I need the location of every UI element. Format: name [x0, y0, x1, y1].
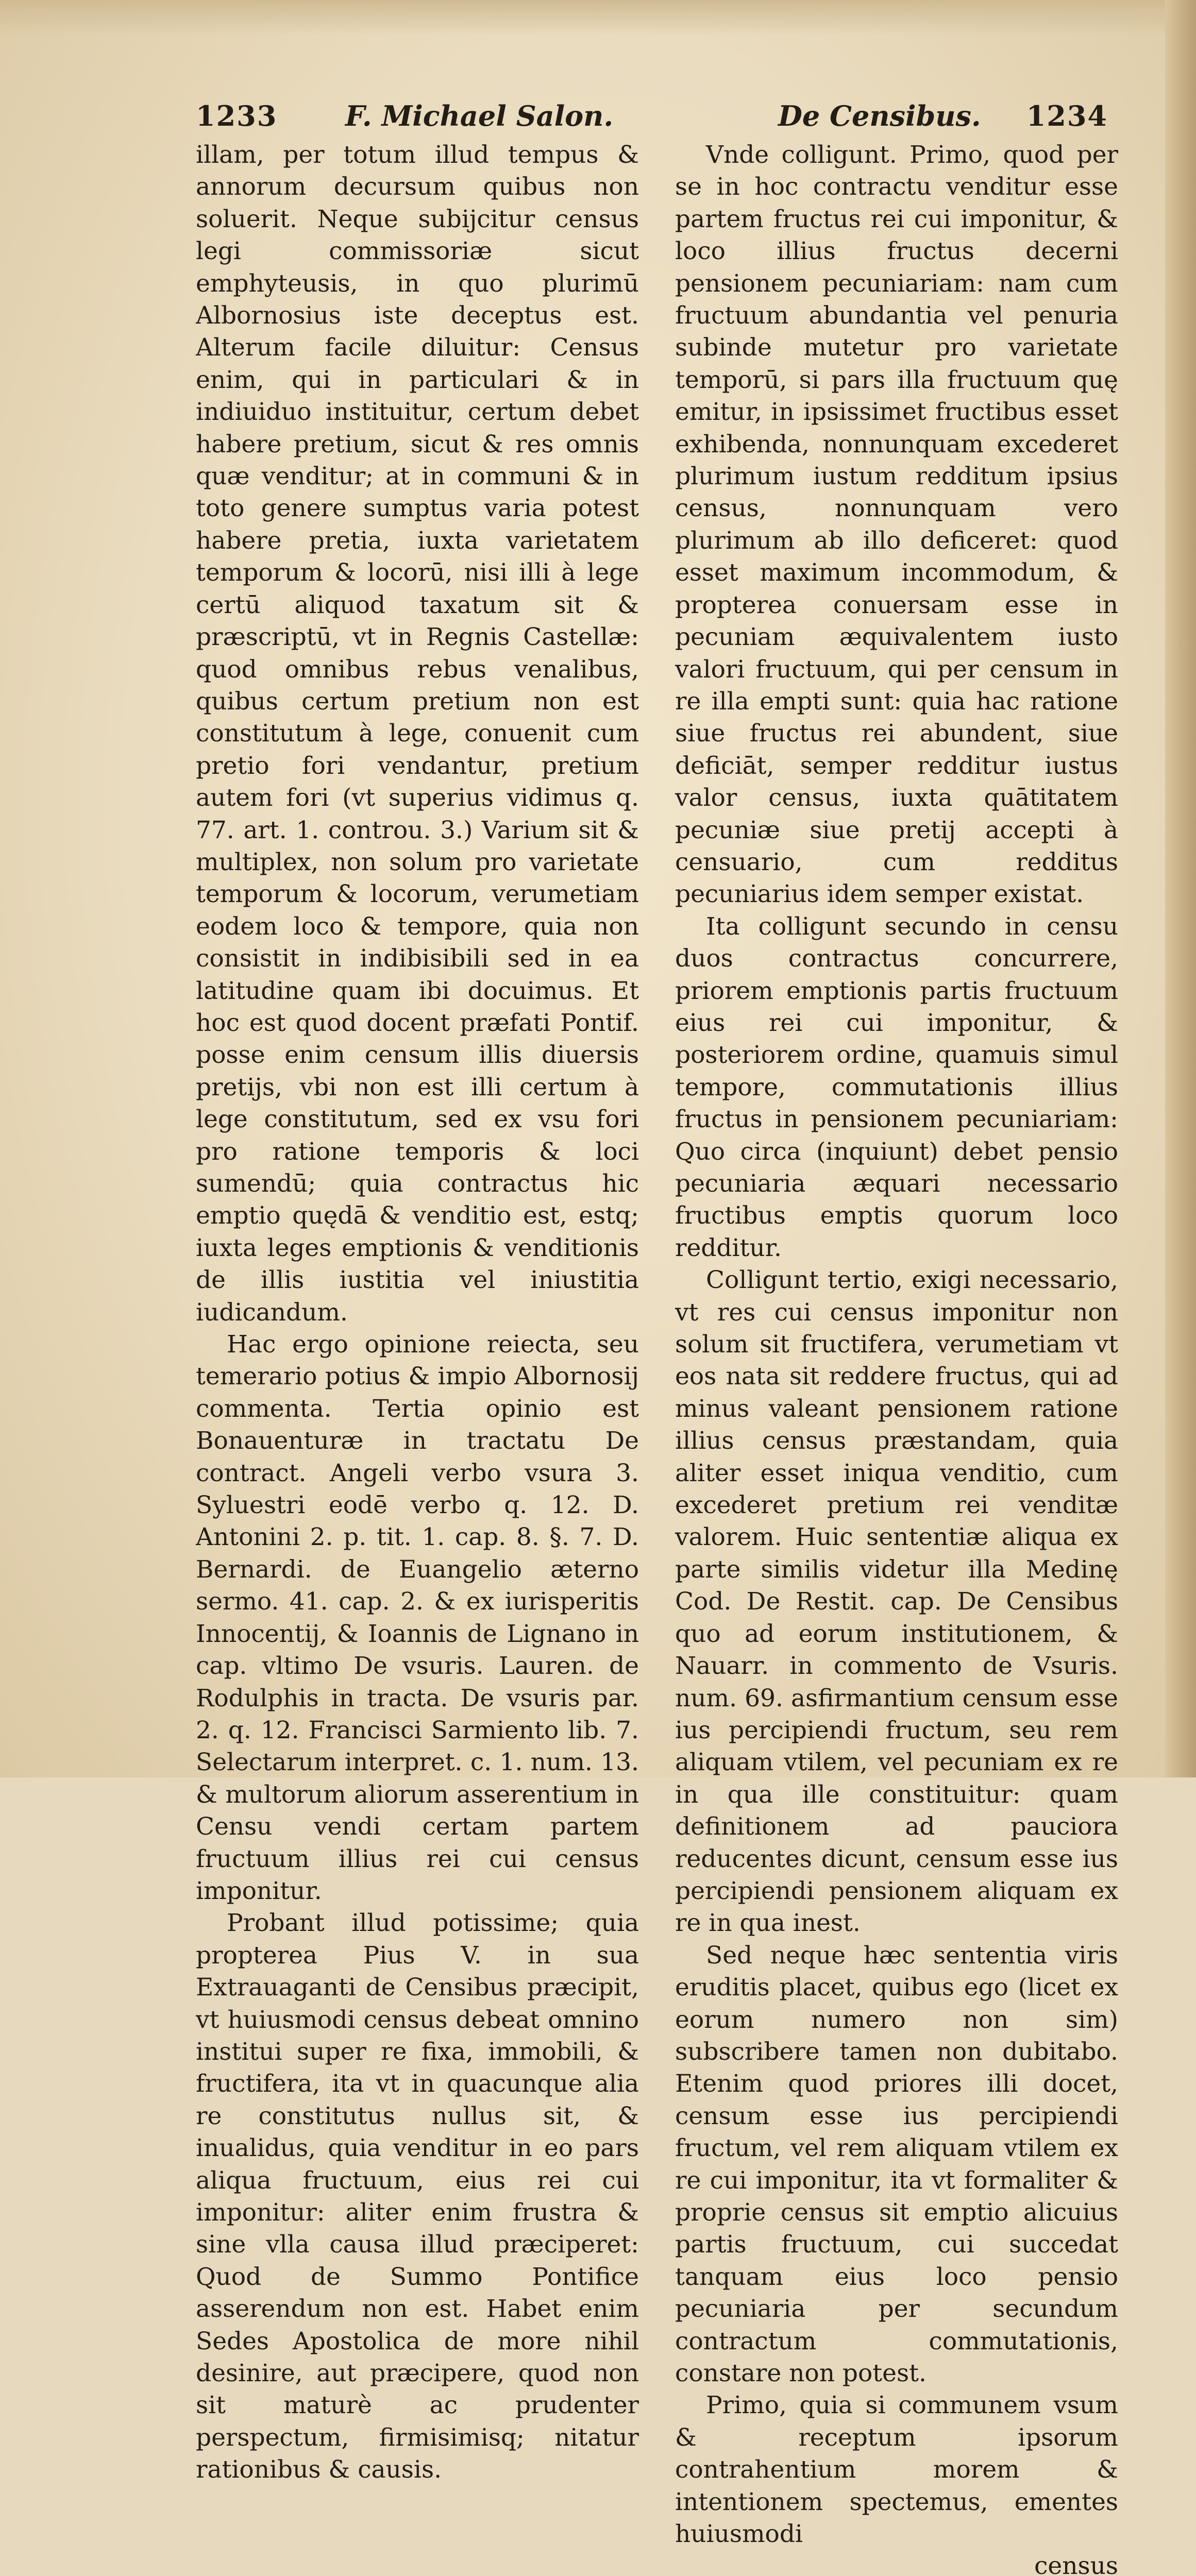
paragraph: illam, per totum illud tempus & annorum decursum quibus non soluerit. Neque subijcitur census legi commissoriæ sicut emphyteusis, in quo plurimū Albornosius iste deceptus est. Alterum facile diluitur: Census enim, qui in particulari & in indiuiduo instituitur, certum debet habere pretium, sicut & res omnis quæ venditur; at in communi & in toto genere sumptus varia potest habere pretia, iuxta varietatem temporum & locorū, nisi illi à lege certū aliquod taxatum sit & præscriptū, vt in Regnis Castellæ: quod omnibus rebus venalibus, quibus certum pretium non est constitutum à lege, conuenit cum pretio fori vendantur, pretium autem fori (vt superius vidimus q. 77. art. 1. controu. 3.) Varium sit & multiplex, non solum pro varietate temporum & locorum, verumetiam eodem loco & tempore, quia non consistit in indibisibili sed in ea latitudine quam ibi docuimus. Et hoc est quod docent præfati Pontif. posse enim censum illis diuersis pretijs, vbi non est illi certum à lege constitutum, sed ex vsu fori pro ratione temporis & loci sumendū; quia contractus hic emptio quędā & venditio est, estq; iuxta leges emptionis & venditionis de illis iustitia vel iniustitia iudicandum. [196, 141, 639, 1327]
paragraph: Hac ergo opinione reiecta, seu temerario potius & impio Albornosij commenta. Tertia opinio est Bonauenturæ in tractatu De contract. Angeli verbo vsura 3. Syluestri eodē verbo q. 12. D. Antonini 2. p. tit. 1. cap. 8. §. 7. D. Bernardi. de Euangelio æterno sermo. 41. cap. 2. & ex iurisperitis Innocentij, & Ioannis de Lignano in cap. vltimo De vsuris. Lauren. de Rodulphis in tracta. De vsuris par. 2. q. 12. Francisci Sarmiento lib. 7. Selectarum interpret. c. 1. num. 13. & multorum aliorum asserentium in Censu vendi certam partem fructuum illius rei cui census imponitur. [196, 1330, 639, 1905]
paragraph: Probant illud potissime; quia propterea Pius V. in sua Extrauaganti de Censibus præcipit, vt huiusmodi census debeat omnino institui super re fixa, immobili, & fructifera, ita vt in quacunque alia re constitutus nullus sit, & inualidus, quia venditur in eo pars aliqua fructuum, eius rei cui imponitur: aliter enim frustra & sine vlla causa illud præciperet: Quod de Summo Pontifice asserendum non est. Habet enim Sedes Apostolica de more nihil desinire, aut præcipere, quod non sit maturè ac prudenter perspectum, firmisimisq; nitatur rationibus & causis. [196, 1909, 639, 2484]
page-number-left: 1233 [196, 99, 278, 132]
paragraph: Ita colligunt secundo in censu duos contractus concurrere, priorem emptionis partis fructuum eius rei cui imponitur, & posteriorem ordine, quamuis simul tempore, commutationis illius fructus in pensionem pecuniariam: Quo circa (inquiunt) debet pensio pecuniaria æquari necessario fructibus emptis quorum loco redditur. [675, 912, 1118, 1262]
paragraph: Vnde colligunt. Primo, quod per se in hoc contractu venditur esse partem fructus rei cui imponitur, & loco illius fructus decerni pensionem pecuniariam: nam cum fructuum abundantia vel penuria subinde mutetur pro varietate temporū, si pars illa fructuum quę emitur, in ipsissimet fructibus esset exhibenda, nonnunquam excederet plurimum iustum redditum ipsius census, nonnunquam vero plurimum ab illo deficeret: quod esset maximum incommodum, & propterea conuersam esse in pecuniam æquivalentem iusto valori fructuum, qui per censum in re illa empti sunt: quia hac ratione siue fructus rei abundent, siue deficiāt, semper redditur iustus valor census, iuxta quātitatem pecuniæ siue pretij accepti à censuario, cum redditus pecuniarius idem semper existat. [675, 141, 1118, 909]
running-header [196, 93, 1108, 139]
paragraph: Primo, quia si communem vsum & receptum ipsorum contrahentium morem & intentionem spectemus, ementes huiusmodi [675, 2391, 1118, 2549]
running-title-subject: De Censibus. [778, 99, 981, 132]
paragraph: Colligunt tertio, exigi necessario, vt res cui census imponitur non solum sit fructifera, verumetiam vt eos nata sit reddere fructus, qui ad minus valeant pensionem ratione illius census præstandam, quia aliter esset iniqua venditio, cum excederet pretium rei venditæ valorem. Huic sententiæ aliqua ex parte similis videtur illa Medinę Cod. De Restit. cap. De Censibus quo ad eorum institutionem, & Nauarr. in commento de Vsuris. num. 69. asfirmantium censum esse ius percipiendi fructum, seu rem aliquam vtilem, vel pecuniam ex re in qua ille constituitur: quam definitionem ad pauciora reducentes dicunt, censum esse ius percipiendi pensionem aliquam ex re in qua inest. [675, 1266, 1118, 1938]
left-text-column [196, 139, 639, 2486]
right-text-column [675, 139, 1118, 2576]
page-number-right: 1234 [1026, 99, 1108, 132]
running-title-author: F. Michael Salon. [345, 99, 614, 132]
paragraph: Sed neque hæc sententia viris eruditis placet, quibus ego (licet ex eorum numero non sim) subscribere tamen non dubitabo. Etenim quod priores illi docet, censum esse ius percipiendi fructum, vel rem aliquam vtilem ex re cui imponitur, ita vt formaliter & proprie census sit emptio alicuius partis fructuum, cui succedat tanquam eius loco pensio pecuniaria per secundum contractum commutationis, constare non potest. [675, 1941, 1118, 2388]
catchword: census [1034, 2552, 1118, 2576]
page-right-edge [1165, 0, 1196, 1777]
page-top-shadow [0, 0, 1196, 36]
